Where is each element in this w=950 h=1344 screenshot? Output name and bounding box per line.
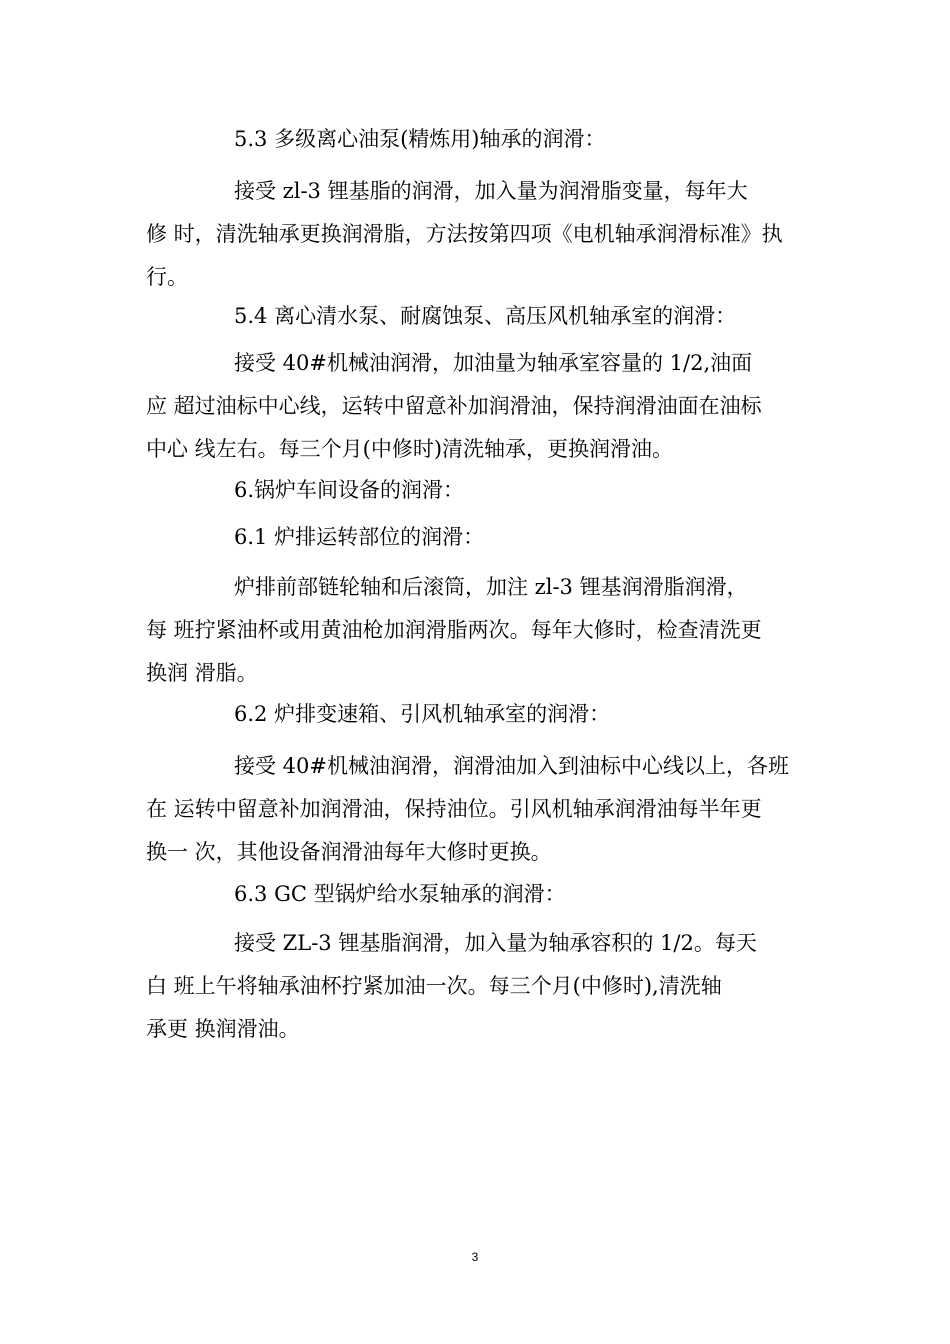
body-line: 中心 线左右。每三个月(中修时)清洗轴承，更换润滑油。 [146, 437, 674, 461]
section-body-6-3 [146, 922, 806, 1051]
body-line: 接受 zl-3 锂基脂的润滑，加入量为润滑脂变量，每年大 [234, 179, 748, 203]
page-number: 3 [471, 1250, 479, 1264]
body-line: 换一 次，其他设备润滑油每年大修时更换。 [146, 840, 552, 864]
body-line: 接受 40#机械油润滑，加油量为轴承室容量的 1/2,油面 [234, 351, 753, 375]
section-body-5-4 [146, 342, 806, 471]
body-line: 炉排前部链轮轴和后滚筒，加注 zl-3 锂基润滑脂润滑， [234, 575, 748, 599]
body-line: 接受 40#机械油润滑，润滑油加入到油标中心线以上，各班 [234, 754, 789, 778]
body-line: 承更 换润滑油。 [146, 1017, 300, 1041]
body-line: 换润 滑脂。 [146, 661, 258, 685]
section-body-5-3 [146, 170, 806, 299]
body-line: 接受 ZL-3 锂基脂润滑，加入量为轴承容积的 1/2。每天 [234, 931, 757, 955]
body-line: 在 运转中留意补加润滑油，保持油位。引风机轴承润滑油每半年更 [146, 797, 762, 821]
section-heading-6-3: 6.3 GC 型锅炉给水泵轴承的润滑： [234, 882, 566, 906]
body-line: 应 超过油标中心线，运转中留意补加润滑油，保持润滑油面在油标 [146, 394, 762, 418]
body-line: 行。 [146, 265, 188, 289]
body-line: 每 班拧紧油杯或用黄油枪加润滑脂两次。每年大修时，检查清洗更 [146, 618, 762, 642]
section-body-6-1 [146, 566, 806, 695]
body-line: 白 班上午将轴承油杯拧紧加油一次。每三个月(中修时),清洗轴 [146, 974, 722, 998]
body-line: 修 时，清洗轴承更换润滑脂，方法按第四项《电机轴承润滑标准》执 [146, 222, 783, 246]
section-heading-5-3: 5.3 多级离心油泵(精炼用)轴承的润滑： [234, 127, 606, 151]
section-body-6-2 [146, 745, 806, 874]
section-heading-6: 6.锅炉车间设备的润滑： [234, 478, 465, 502]
section-heading-5-4: 5.4 离心清水泵、耐腐蚀泵、高压风机轴承室的润滑： [234, 304, 737, 328]
section-heading-6-2: 6.2 炉排变速箱、引风机轴承室的润滑： [234, 702, 611, 726]
section-heading-6-1: 6.1 炉排运转部位的润滑： [234, 525, 485, 549]
